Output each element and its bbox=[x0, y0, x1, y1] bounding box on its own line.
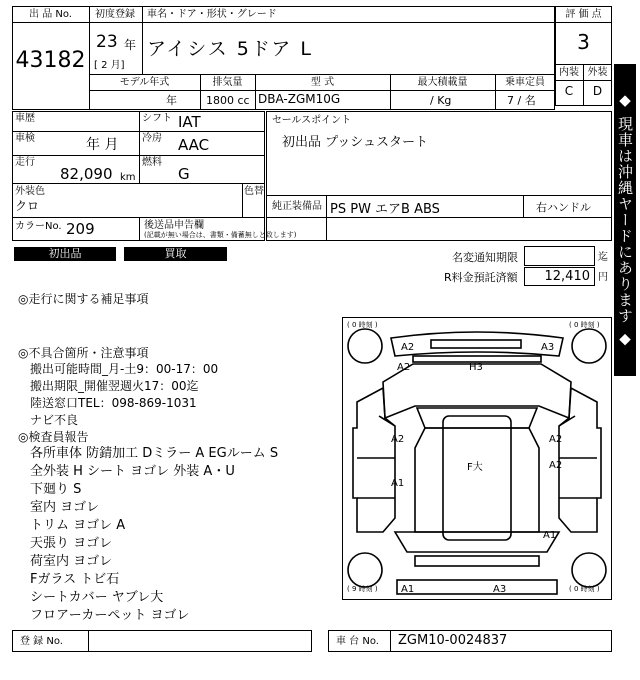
roof bbox=[443, 416, 511, 540]
lot-label: 出 品 No. bbox=[29, 9, 72, 20]
car-name: アイシス 5ドア L bbox=[147, 38, 313, 60]
first-listing-bar: 初出品 bbox=[14, 247, 116, 261]
purchase-bar: 買取 bbox=[124, 247, 227, 261]
aftermarket-label: 後送品申告欄 bbox=[144, 220, 204, 231]
recycle-value: 12,410 bbox=[544, 269, 590, 284]
mark-front-bumper-left: A2 bbox=[401, 342, 415, 353]
corner-label-tr: ( 0 時刻 ) bbox=[569, 321, 600, 329]
notice-suffix: 迄 bbox=[598, 252, 608, 263]
inspector-line: シートカバー ヤブレ大 bbox=[30, 590, 164, 605]
lot-number: 43182 bbox=[15, 48, 86, 73]
chassis-no: ZGM10-0024837 bbox=[398, 633, 508, 648]
yard-location-banner: ◆ 現車は沖縄ヤードにあります ◆ bbox=[614, 64, 636, 376]
inspector-line: 荷室内 ヨゴレ bbox=[30, 554, 113, 569]
sales-point-label: セールスポイント bbox=[272, 115, 352, 126]
history-label: 車歴 bbox=[15, 113, 35, 124]
mark-rear-bumper-left: A1 bbox=[401, 584, 415, 595]
wheel-front-left bbox=[348, 329, 382, 363]
shift-label: シフト bbox=[142, 113, 172, 124]
fuel-value: G bbox=[178, 165, 190, 183]
recycle-label: R料金預託済額 bbox=[444, 271, 518, 284]
color-value: クロ bbox=[15, 199, 40, 213]
mark-fender-left: A2 bbox=[397, 362, 411, 373]
car-name-label: 車名・ドア・形状・グレード bbox=[147, 9, 277, 20]
driving-notes-header: ◎走行に関する補足事項 bbox=[18, 292, 149, 306]
mileage-unit: km bbox=[120, 172, 136, 183]
inspector-list bbox=[30, 445, 278, 625]
inspector-line: 下廻り S bbox=[30, 482, 82, 497]
defect-line: ナビ不良 bbox=[30, 413, 79, 427]
shift-value: IAT bbox=[178, 113, 201, 131]
repaint-label: 色替 bbox=[244, 186, 264, 197]
inspector-line: 室内 ヨゴレ bbox=[30, 500, 100, 515]
color-label: 外装色 bbox=[15, 186, 45, 197]
inspector-line: 各所車体 防錆加工 Dミラー A EGルーム S bbox=[30, 446, 279, 461]
corner-label-tl: ( 0 時刻 ) bbox=[347, 321, 378, 329]
rear-window bbox=[395, 532, 559, 552]
inspection-label: 車検 bbox=[15, 133, 35, 144]
aftermarket-note: (記載が無い場合は、書類・備蓄無しと致します) bbox=[144, 231, 297, 239]
ac-label: 冷房 bbox=[142, 133, 162, 144]
mark-hood: H3 bbox=[469, 362, 483, 373]
equipment-value: PS PW エアB ABS bbox=[330, 202, 440, 217]
rear-bumper bbox=[397, 580, 557, 594]
type-value: DBA-ZGM10G bbox=[258, 92, 341, 106]
left-side bbox=[353, 388, 395, 532]
front-bumper bbox=[391, 332, 563, 356]
wheel-rear-right bbox=[572, 553, 606, 587]
fuel-label: 燃料 bbox=[142, 157, 162, 168]
exterior-grade: D bbox=[592, 84, 603, 98]
windshield bbox=[417, 408, 537, 428]
rear-hatch bbox=[415, 556, 539, 566]
color-no-value: 209 bbox=[66, 220, 95, 238]
recycle-unit: 円 bbox=[598, 272, 608, 283]
model-year-label: モデル年式 bbox=[119, 77, 170, 88]
defect-line: 搬出可能時間_月-土9：00-17：00 bbox=[30, 362, 219, 376]
notice-label: 名変通知期限 bbox=[452, 251, 518, 264]
equipment-label: 純正装備品 bbox=[272, 201, 322, 212]
year-unit: 年 bbox=[124, 38, 137, 52]
damage-diagram bbox=[342, 317, 612, 600]
corner-label-bl: ( 9 時刻 ) bbox=[347, 585, 378, 593]
mark-roof: F大 bbox=[467, 462, 483, 473]
defect-line: 搬出期限_開催翌週火17：00迄 bbox=[30, 379, 199, 393]
mileage-label: 走行 bbox=[15, 157, 35, 168]
right-side bbox=[559, 388, 601, 532]
front-grille bbox=[431, 340, 521, 348]
mark-front-door-left: A2 bbox=[391, 434, 405, 445]
inspector-line: トリム ヨゴレ A bbox=[30, 518, 126, 533]
max-load-label: 最大積載量 bbox=[417, 77, 468, 88]
interior-label: 内装 bbox=[559, 67, 579, 78]
inspector-line: 全外装 H シート ヨゴレ 外装 A・U bbox=[30, 464, 235, 479]
displacement-value: 1800 cc bbox=[206, 94, 250, 107]
displacement-label: 排気量 bbox=[212, 77, 243, 88]
defect-line: 陸送窓口TEL：098-869-1031 bbox=[30, 396, 197, 410]
wheel-rear-left bbox=[348, 553, 382, 587]
mark-front-door-right: A2 bbox=[549, 434, 563, 445]
inspection-value: 年 月 bbox=[86, 137, 119, 153]
capacity-value: 7 / 名 bbox=[507, 94, 536, 107]
sales-point-value: 初出品 プッシュスタート bbox=[282, 135, 428, 150]
mark-rear-bumper-right: A3 bbox=[493, 584, 507, 595]
max-load-value: / Kg bbox=[430, 94, 452, 107]
first-reg-month: [ 2 月] bbox=[94, 60, 125, 71]
mileage-value: 82,090 bbox=[60, 165, 113, 183]
inspector-line: 天張り ヨゴレ bbox=[30, 536, 113, 551]
inspector-line: フロアーカーペット ヨゴレ bbox=[30, 608, 190, 623]
color-no-label: カラーNo. bbox=[15, 221, 62, 232]
score-label: 評 価 点 bbox=[565, 9, 602, 20]
corner-label-br: ( 0 時刻 ) bbox=[569, 585, 600, 593]
chassis-label: 車 台 No. bbox=[336, 636, 379, 647]
mark-rocker-left: A1 bbox=[391, 478, 405, 489]
wheel-front-right bbox=[572, 329, 606, 363]
defects-header: ◎不具合箇所・注意事項 bbox=[18, 346, 149, 360]
model-year-unit: 年 bbox=[166, 94, 177, 107]
defects-list bbox=[30, 361, 218, 429]
notice-box bbox=[524, 246, 595, 266]
first-reg-year: 23 bbox=[96, 32, 118, 52]
steering-value: 右ハンドル bbox=[536, 201, 591, 214]
ac-value: AAC bbox=[178, 136, 210, 154]
mark-front-bumper-right: A3 bbox=[541, 342, 555, 353]
type-label: 型 式 bbox=[310, 77, 335, 88]
cabin bbox=[415, 428, 539, 532]
interior-grade: C bbox=[564, 84, 574, 98]
car-outline bbox=[343, 318, 611, 599]
inspector-header: ◎検査員報告 bbox=[18, 430, 89, 444]
inspector-line: Fガラス トビ石 bbox=[30, 572, 120, 587]
reg-no-label: 登 録 No. bbox=[20, 636, 63, 647]
score-value: 3 bbox=[577, 30, 590, 54]
capacity-label: 乗車定員 bbox=[505, 77, 545, 88]
mark-rear-quarter-right: A1 bbox=[543, 530, 557, 541]
exterior-label: 外装 bbox=[587, 67, 608, 78]
first-reg-label: 初度登録 bbox=[95, 9, 135, 20]
mark-rear-door-right: A2 bbox=[549, 460, 563, 471]
